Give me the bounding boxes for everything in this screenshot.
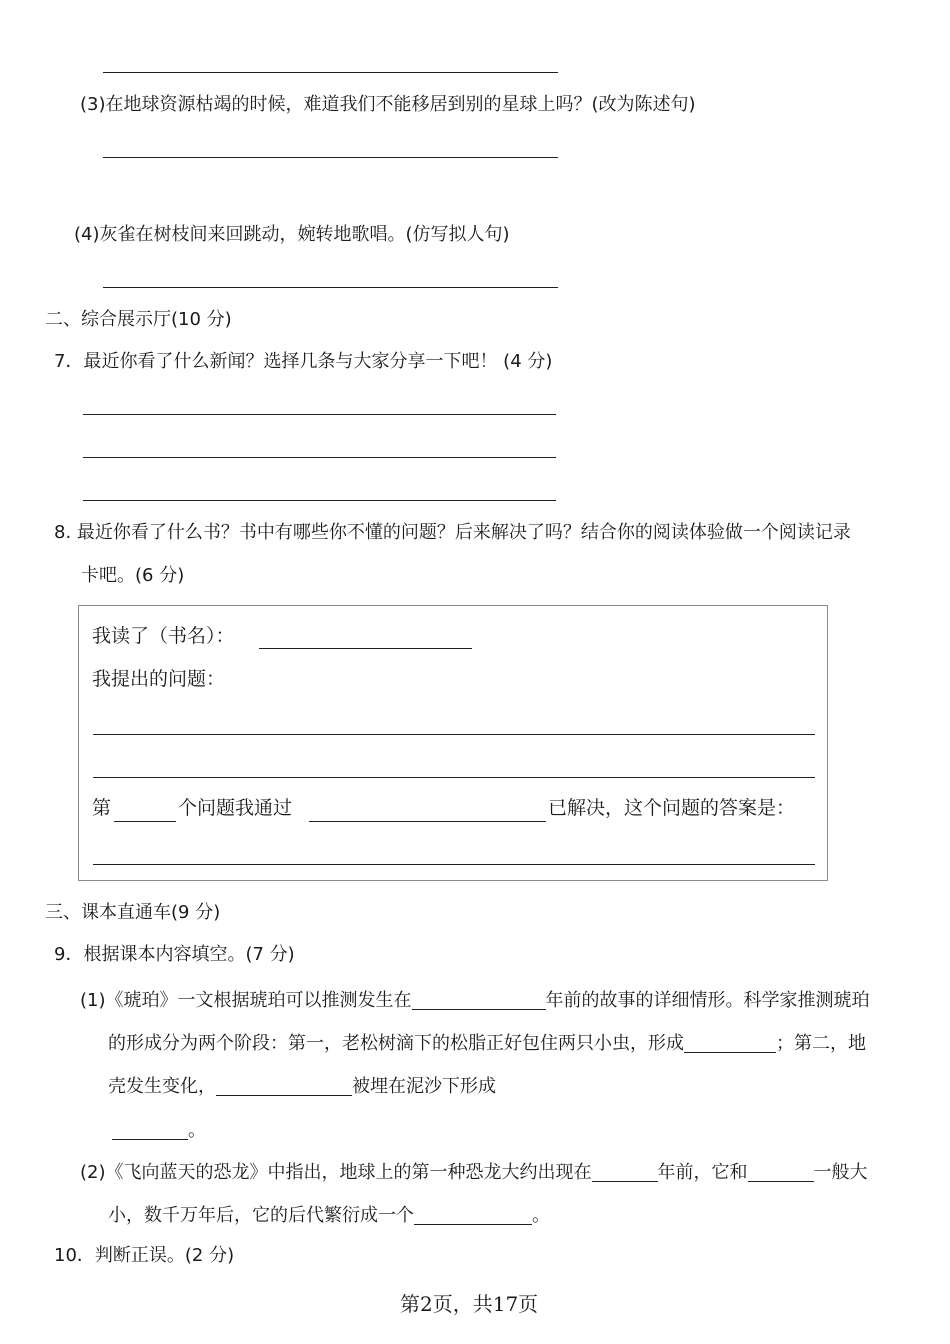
question-9: 9．根据课本内容填空。(7 分) <box>54 944 295 965</box>
q9-1-text-d: ；第二，地 <box>776 1033 866 1054</box>
q9-2-text-d: 小，数千万年后，它的后代繁衍成一个 <box>108 1205 414 1226</box>
fill-blank[interactable] <box>592 1161 658 1182</box>
q9-2-text-b: 年前，它和 <box>657 1162 748 1183</box>
question-4: (4)灰雀在树枝间来回跳动，婉转地歌唱。(仿写拟人句) <box>74 224 510 245</box>
fill-blank[interactable] <box>216 1075 352 1096</box>
answer-line <box>83 457 556 458</box>
solved-sentence-di: 第 <box>92 797 112 819</box>
answer-line <box>83 500 556 501</box>
question-7: 7．最近你看了什么新闻？选择几条与大家分享一下吧！ (4 分) <box>54 351 553 372</box>
book-name-blank[interactable] <box>259 648 472 649</box>
question-8-continued: 卡吧。(6 分) <box>81 565 185 586</box>
question-10: 10．判断正误。(2 分) <box>54 1245 235 1266</box>
question-9-1-line1 <box>80 989 870 1010</box>
question-9-1-line2 <box>108 1032 866 1053</box>
q9-1-text-e: 壳发生变化， <box>108 1076 216 1097</box>
q9-1-text-g: 。 <box>188 1120 206 1141</box>
fill-blank[interactable] <box>748 1161 814 1182</box>
q9-1-text-f: 被埋在泥沙下形成 <box>352 1076 496 1097</box>
section-3-heading: 三、课本直通车(9 分) <box>45 902 221 923</box>
page-number: 第2页，共17页 <box>400 1292 539 1316</box>
question-9-1-line4 <box>112 1119 206 1140</box>
solved-sentence-end: 已解决，这个问题的答案是： <box>548 797 796 819</box>
question-9-2-line1 <box>80 1161 868 1182</box>
q9-2-text-c: 一般大 <box>813 1162 868 1183</box>
fill-blank[interactable] <box>414 1204 532 1225</box>
answer-line[interactable] <box>93 777 815 778</box>
reading-record-card <box>78 605 828 881</box>
fill-blank[interactable] <box>112 1119 188 1140</box>
question-3: (3)在地球资源枯竭的时候，难道我们不能移居到别的星球上吗？(改为陈述句) <box>80 94 696 115</box>
book-name-label: 我读了（书名）： <box>92 625 235 647</box>
question-9-1-line3 <box>108 1075 496 1096</box>
solved-sentence-middle: 个问题我通过 <box>178 797 293 819</box>
answer-line <box>103 72 558 73</box>
answer-line[interactable] <box>93 864 815 865</box>
q9-1-text-b: 年前的故事的详细情形。科学家推测琥珀 <box>545 990 870 1011</box>
section-2-heading: 二、综合展示厅(10 分) <box>45 309 232 330</box>
question-number-blank[interactable] <box>114 821 176 822</box>
answer-line <box>103 287 558 288</box>
question-8: 8. 最近你看了什么书？书中有哪些你不懂的问题？后来解决了吗？结合你的阅读体验做一个阅读记录 <box>54 522 851 543</box>
answer-line <box>83 414 556 415</box>
answer-line[interactable] <box>93 734 815 735</box>
q9-1-text-c: 的形成分为两个阶段：第一，老松树滴下的松脂正好包住两只小虫，形成 <box>108 1033 684 1054</box>
fill-blank[interactable] <box>684 1032 776 1053</box>
q9-2-text-e: 。 <box>532 1205 550 1226</box>
method-blank[interactable] <box>309 821 546 822</box>
fill-blank[interactable] <box>412 989 546 1010</box>
q9-2-text-a: (2)《飞向蓝天的恐龙》中指出，地球上的第一种恐龙大约出现在 <box>80 1162 592 1183</box>
answer-line <box>103 157 558 158</box>
question-label: 我提出的问题： <box>92 668 226 690</box>
q9-1-text-a: (1)《琥珀》一文根据琥珀可以推测发生在 <box>80 990 412 1011</box>
question-9-2-line2 <box>108 1204 550 1225</box>
